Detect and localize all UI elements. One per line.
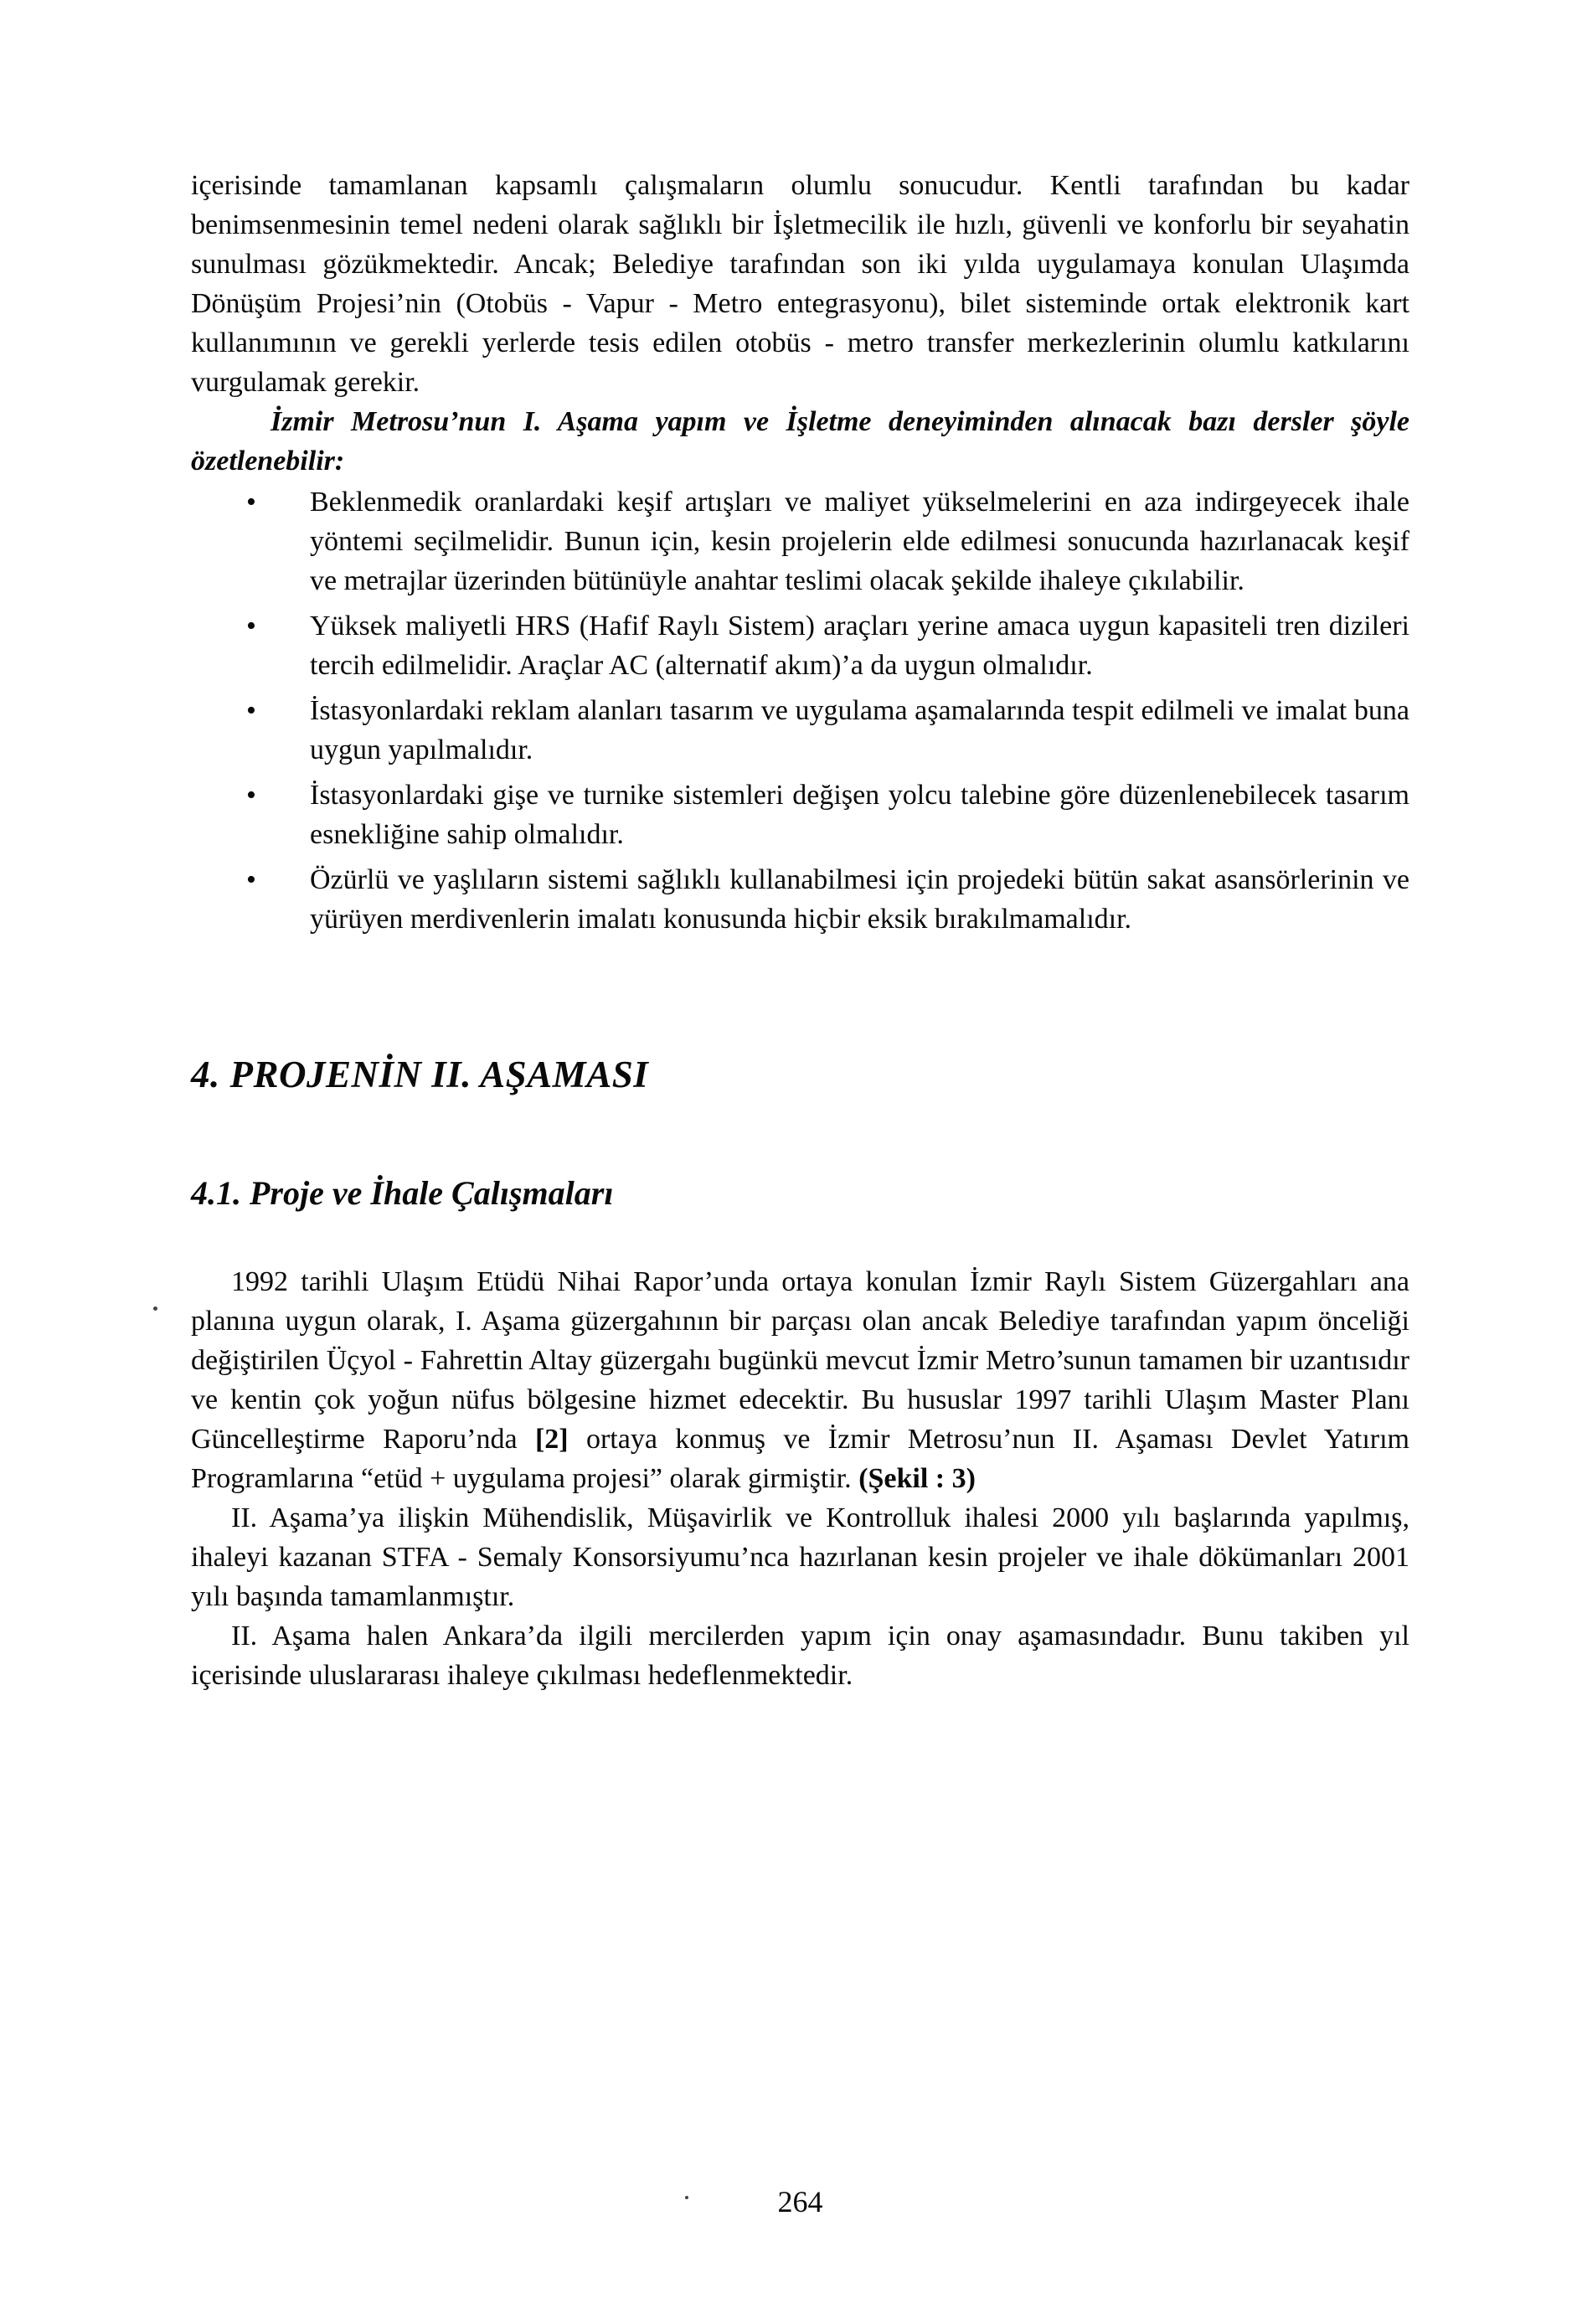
text-block — [191, 166, 1409, 1695]
bullet-icon: • — [246, 487, 256, 518]
lessons-lead-in-heading: İzmir Metrosu’nun I. Aşama yapım ve İşletme deneyiminden alınacak bazı dersler şöyle özetlenebilir: — [191, 406, 1409, 477]
lessons-list — [191, 482, 1409, 939]
list-item — [246, 691, 1409, 770]
section-heading: 4. PROJENİN II. AŞAMASI — [191, 1054, 649, 1095]
subsection-heading: 4.1. Proje ve İhale Çalışmaları — [191, 1174, 614, 1212]
bullet-icon: • — [246, 695, 256, 726]
paragraph-text-segment: ortaya konmuş ve İzmir Metrosu’nun II. Aşaması Devlet Yatırım Programlarına “etüd + uygulama projesi” olarak girmiştir. — [191, 1424, 1409, 1494]
paragraph-1992-report — [191, 1262, 1409, 1498]
list-item-text: Beklenmedik oranlardaki keşif artışları ve maliyet yükselmelerini en aza indirgeyecek ihale yöntemi seçilmelidir. Bunun için, kesin projelerin elde edilmesi sonucunda hazırlanacak keşif ve metrajlar üzerinden bütünüyle anahtar teslimi olacak şekilde ihaleye çıkılabilir. — [310, 487, 1409, 596]
bullet-icon: • — [246, 780, 256, 811]
bullet-icon: • — [246, 611, 256, 642]
reference-citation: [2] — [534, 1424, 569, 1455]
list-item — [246, 482, 1409, 600]
list-item-text: Özürlü ve yaşlıların sistemi sağlıklı kullanabilmesi için projedeki bütün sakat asansörlerinin ve yürüyen merdivenlerin imalatı konusunda hiçbir eksik bırakılmamalıdır. — [310, 864, 1409, 935]
figure-reference: (Şekil : 3) — [858, 1463, 976, 1494]
list-item — [246, 860, 1409, 939]
paragraph-approval: II. Aşama halen Ankara’da ilgili mercilerden yapım için onay aşamasındadır. Bunu takiben yıl içerisinde uluslararası ihaleye çıkılması hedeflenmektedir. — [191, 1621, 1409, 1691]
list-item-text: İstasyonlardaki reklam alanları tasarım ve uygulama aşamalarında tespit edilmeli ve imalat buna uygun yapılmalıdır. — [310, 695, 1409, 765]
list-item — [246, 776, 1409, 854]
list-item-text: Yüksek maliyetli HRS (Hafif Raylı Sistem) araçları yerine amaca uygun kapasiteli tren dizileri tercih edilmelidir. Araçlar AC (alternatif akım)’a da uygun olmalıdır. — [310, 611, 1409, 681]
list-item-text: İstasyonlardaki gişe ve turnike sistemleri değişen yolcu talebine göre düzenlenebilecek tasarım esnekliğine sahip olmalıdır. — [310, 780, 1409, 850]
page-number: 264 — [777, 2185, 823, 2218]
paragraph-text-segment: 1992 tarihli Ulaşım Etüdü Nihai Rapor’unda ortaya konulan İzmir Raylı Sistem Güzergahları ana planına uygun olarak, I. Aşama güzergahının bir parçası olan ancak Belediye tarafından yapım önceliği değiştirilen Üçyol - Fahrettin Altay güzergahı bugünkü mevcut İzmir Metro’sunun tamamen bir uzantısıdır ve kentin çok yoğun nüfus bölgesine hizmet edecektir. Bu hususlar 1997 tarihli Ulaşım Master Planı Güncelleştirme Raporu’nda — [191, 1266, 1409, 1455]
bullet-icon: • — [246, 864, 256, 895]
paragraph-tender: II. Aşama’ya ilişkin Mühendislik, Müşavirlik ve Kontrolluk ihalesi 2000 yılı başlarında yapılmış, ihaleyi kazanan STFA - Semaly Konsorsiyumu’nca hazırlanan kesin projeler ve ihale dökümanları 2001 yılı başında tamamlanmıştır. — [191, 1502, 1409, 1612]
scan-artifact-dot — [153, 1306, 157, 1311]
paragraph-continuation: içerisinde tamamlanan kapsamlı çalışmaların olumlu sonucudur. Kentli tarafından bu kadar benimsenmesinin temel nedeni olarak sağlıklı bir İşletmecilik ile hızlı, güvenli ve konforlu bir seyahatin sunulması gözükmektedir. Ancak; Belediye tarafından son iki yılda uygulamaya konulan Ulaşımda Dönüşüm Projesi’nin (Otobüs - Vapur - Metro entegrasyonu), bilet sisteminde ortak elektronik kart kullanımının ve gerekli yerlerde tesis edilen otobüs - metro transfer merkezlerinin olumlu katkılarını vurgulamak gerekir. — [191, 170, 1409, 398]
list-item — [246, 606, 1409, 685]
